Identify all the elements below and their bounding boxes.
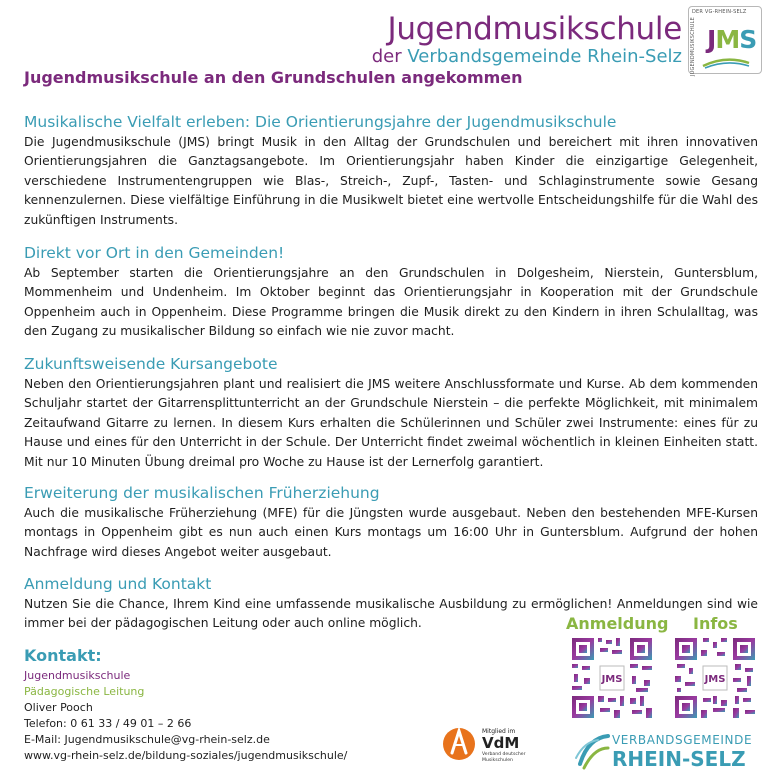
section-heading: Direkt vor Ort in den Gemeinden!: [24, 244, 285, 262]
jms-logo: [688, 6, 762, 77]
logo-letter-s: S: [739, 25, 757, 54]
qr-label-infos: Infos: [693, 614, 738, 633]
contact-name: Oliver Pooch: [24, 701, 93, 714]
section-vor-ort: [24, 243, 758, 342]
vrs-line1: VERBANDSGEMEINDE: [612, 733, 753, 747]
vg-rhein-selz-logo: [574, 728, 760, 772]
brand-subtitle-prefix: der: [371, 46, 402, 67]
contact-org: Jugendmusikschule: [24, 669, 131, 682]
contact-heading: Kontakt:: [24, 646, 102, 665]
contact-phone[interactable]: Telefon: 0 61 33 / 49 01 – 2 66: [24, 717, 192, 730]
contact-block: [24, 646, 444, 764]
svg-text:JMS: JMS: [601, 674, 623, 685]
section-kursangebote: [24, 354, 758, 472]
contact-web-link[interactable]: www.vg-rhein-selz.de/bildung-soziales/jugendmusikschule/: [24, 749, 348, 762]
page-title: Jugendmusikschule an den Grundschulen angekommen: [24, 68, 523, 87]
section-frueherziehung: [24, 483, 758, 562]
section-heading: Zukunftsweisende Kursangebote: [24, 355, 278, 373]
section-text: Ab September starten die Orientierungsjahre an den Grundschulen in Dolgesheim, Nierstein, Guntersblum, Mommenheim und Undenheim. Im Oktober beginnt das Orientierungsjahr in Kooperation mit der Grundschule Oppenheim auch in Oppenheim. Diese Programme bringen die Musik direkt zu den Kindern in ihren Schulalltag, was den Zugang zu musikalischer Bildung so einfach wie nie zuvor macht.: [24, 266, 758, 339]
vdm-logo: [442, 723, 542, 765]
section-heading: Erweiterung der musikalischen Früherziehung: [24, 484, 380, 502]
section-heading: Anmeldung und Kontakt: [24, 575, 212, 593]
vdm-name: VdM: [482, 734, 520, 752]
vrs-line2: RHEIN-SELZ: [612, 747, 746, 771]
vdm-sub-1: Verband deutscher: [482, 752, 526, 757]
section-text: Neben den Orientierungsjahren plant und realisiert die JMS weitere Anschlussformate und Kurse. Ab dem kommenden Schuljahr startet der Gitarrensplittunterricht an der Grundschule Nierstein – die perfekte Möglichkeit, mit minimalem Zeitaufwand Gitarre zu lernen. In diesem Kurs erhalten die Schülerinnen und Schüler zwei Instrumente: eines für zu Hause und eines für den Unterricht in der Schule. Der Unterricht findet zweimal wöchentlich in kleinen Einheiten statt. Mit nur 10 Minuten Übung dreimal pro Woche zu Hause ist der Lernerfolg garantiert.: [24, 377, 758, 469]
logo-letter-m: M: [715, 25, 740, 54]
section-orientierungsjahre: [24, 112, 758, 230]
logo-swoosh-icon: [701, 57, 751, 69]
logo-side-text: JUGENDMUSIKSCHULE: [690, 17, 696, 77]
section-text: Auch die musikalische Früherziehung (MFE) für die Jüngsten wurde ausgebaut. Neben den bestehenden MFE-Kursen montags in Oppenheim gibt es nun auch einen Kurs montags um 16:00 Uhr in Guntersblum. Aufgrund der hohen Nachfrage wird dieses Angebot weiter ausgebaut.: [24, 506, 758, 559]
svg-text:JMS: JMS: [704, 674, 726, 685]
logo-ring-text: DER VG-RHEIN-SELZ: [692, 9, 747, 15]
brand-title: Jugendmusikschule: [387, 11, 682, 47]
logo-mark: [707, 25, 756, 54]
brand-subtitle-accent: Verbandsgemeinde Rhein-Selz: [407, 46, 682, 67]
contact-email[interactable]: E-Mail: Jugendmusikschule@vg-rhein-selz.de: [24, 733, 270, 746]
vdm-sub-2: Musikschulen: [482, 758, 513, 763]
brand-subtitle: [372, 46, 682, 68]
section-heading: Musikalische Vielfalt erleben: Die Orientierungsjahre der Jugendmusikschule: [24, 113, 617, 131]
logo-letter-j: J: [707, 25, 716, 54]
vdm-member-text: Mitglied im: [482, 728, 516, 735]
brand-header: [372, 12, 682, 68]
qr-code-infos-icon[interactable]: [673, 636, 757, 720]
qr-label-anmeldung: Anmeldung: [566, 614, 669, 633]
section-text: Die Jugendmusikschule (JMS) bringt Musik in den Alltag der Grundschulen und bereichert mit ihren innovativen Orientierungsjahren die Ganztagsangebote. Im Orientierungsjahr haben Kinder die einzigartige Gelegenheit, verschiedene Instrumentengruppen wie Blas-, Streich-, Zupf-, Tasten- und Schlaginstrumente sowie Gesang kennenzulernen. Diese vielfältige Einführung in die Musikwelt bietet eine wertvolle Entscheidungshilfe für die Wahl des zukünftigen Instruments.: [24, 135, 758, 227]
contact-role: Pädagogische Leitung: [24, 685, 145, 698]
qr-code-anmeldung-icon[interactable]: [570, 636, 654, 720]
section-text: Nutzen Sie die Chance, Ihrem Kind eine umfassende musikalische Ausbildung zu ermöglichen! Anmeldungen sind wie immer bei der pädagogischen Leitung oder auch online möglich.: [24, 597, 758, 631]
